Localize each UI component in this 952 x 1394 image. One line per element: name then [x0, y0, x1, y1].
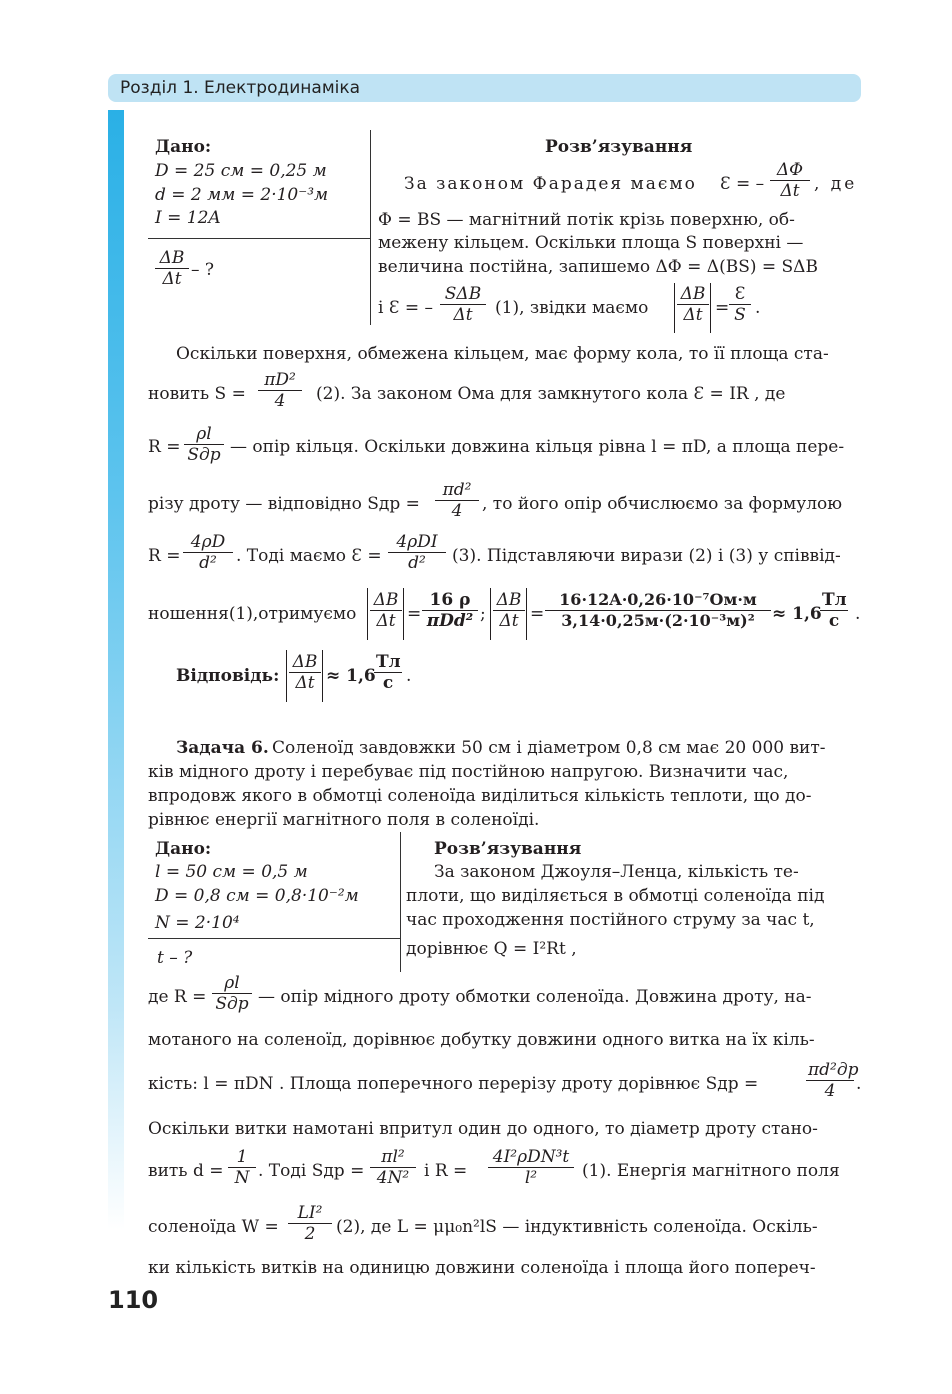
formula-fraction: Тл с	[822, 590, 847, 631]
solution-text: плоти, що виділяється в обмотці соленоїда під	[406, 886, 825, 906]
page-number: 110	[108, 1286, 159, 1314]
table-divider	[370, 130, 371, 325]
abs-bar	[710, 283, 711, 333]
body-text: , то його опір обчислюємо за формулою	[482, 494, 843, 514]
sidebar-stripe	[108, 110, 124, 1230]
body-text: . Тоді маємо Ɛ =	[236, 546, 382, 566]
given-divider	[148, 938, 400, 939]
body-text: Соленоїд завдовжки 50 см і діаметром 0,8 см має 20 000 вит-	[272, 738, 826, 758]
body-text: — опір мідного дроту обмотки соленоїда. Довжина дроту, на-	[258, 987, 812, 1007]
body-text: мотаного на соленоїд, дорівнює добутку довжини одного витка на їх кіль-	[148, 1030, 815, 1050]
formula-text: .	[855, 604, 861, 624]
solution-text: час проходження постійного струму за час t,	[406, 910, 815, 930]
abs-bar	[286, 650, 287, 702]
answer-fraction: Тл с	[376, 652, 401, 693]
solution-title: Розв’язування	[545, 137, 693, 157]
formula-text: кість: l = πDN . Площа поперечного перерізу дроту дорівнює Sдр =	[148, 1074, 759, 1094]
abs-bar	[367, 588, 368, 640]
formula-fraction: $\frac{\Delta\Phi}{\Delta t}$	[770, 160, 810, 201]
formula-fraction: $\frac{Ɛ}{S}$	[729, 284, 751, 325]
find-question: – ?	[191, 260, 215, 280]
solution-text: дорівнює Q = I²Rt ,	[406, 939, 577, 959]
formula-fraction: ρl Sдр	[212, 973, 252, 1014]
formula-text: .	[406, 666, 412, 686]
abs-bar	[526, 588, 527, 640]
given-line: d = 2 мм = 2·10⁻³м	[155, 185, 329, 205]
formula-text: різу дроту — відповідно Sдр =	[148, 494, 420, 514]
formula-fraction: ρl Sдр	[184, 424, 224, 465]
answer-label: Відповідь:	[176, 666, 280, 686]
answer-fraction: $\frac{\Delta B}{\Delta t}$	[289, 652, 321, 693]
formula-fraction: 16·12A·0,26·10⁻⁷Ом·м 3,14·0,25м·(2·10⁻³м)²	[545, 590, 771, 631]
solution-text: межену кільцем. Оскільки площа S поверхні —	[378, 233, 804, 253]
given-title: Дано:	[155, 839, 212, 859]
formula-text: ;	[480, 604, 486, 624]
body-text: ношення(1),отримуємо	[148, 604, 357, 624]
solution-text: За законом Фарадея маємо	[404, 174, 697, 194]
solution-title: Розв’язування	[434, 839, 582, 859]
problem-title: Задача 6.	[176, 738, 269, 758]
body-text: ків мідного дроту і перебуває під постійною напругою. Визначити час,	[148, 762, 789, 782]
body-text: (2), де L = μμ₀n²lS — індуктивність соленоїда. Оскіль-	[336, 1217, 818, 1237]
section-title: Розділ 1. Електродинаміка	[120, 78, 361, 98]
solution-text: За законом Джоуля–Ленца, кількість те-	[434, 862, 799, 882]
given-divider	[148, 238, 370, 239]
formula-fraction: $\frac{\text{LI²}}{2}$	[288, 1203, 332, 1244]
body-text: (1). Енергія магнітного поля	[582, 1161, 840, 1181]
formula-fraction: πd²др 4	[808, 1060, 859, 1101]
body-text: (3). Підставляючи вирази (2) і (3) у співвід-	[452, 546, 841, 566]
formula-text: Ɛ = –	[720, 174, 765, 194]
formula-text: соленоїда W =	[148, 1217, 279, 1237]
formula-text: =	[715, 298, 730, 318]
formula-fraction: 4I²ρDN³t l²	[488, 1147, 574, 1188]
abs-bar	[322, 650, 323, 702]
section-header	[108, 74, 861, 102]
given-line: N = 2·10⁴	[155, 913, 240, 933]
given-title: Дано:	[155, 137, 212, 157]
given-line: l = 50 см = 0,5 м	[155, 862, 308, 882]
formula-fraction: $\frac{\text{πd²}}{4}$	[435, 480, 479, 521]
formula-text: вить d =	[148, 1161, 224, 1181]
formula-text: новить S =	[148, 384, 246, 404]
formula-text: ≈ 1,6	[772, 604, 822, 624]
formula-fraction: $\frac{\text{πD²}}{4}$	[258, 370, 302, 411]
solution-text: Φ = BS — магнітний потік крізь поверхню, об-	[378, 210, 795, 230]
formula-fraction: 4ρDI d²	[388, 532, 446, 573]
solution-text: , де	[814, 174, 858, 194]
formula-fraction: 16 ρ πDd²	[422, 590, 478, 631]
formula-fraction: SΔB Δt	[440, 284, 486, 325]
formula-text: і Ɛ = –	[378, 298, 433, 318]
formula-fraction: $\frac{\Delta B}{\Delta t}$	[677, 284, 709, 325]
formula-text: R =	[148, 546, 181, 566]
body-text: — опір кільця. Оскільки довжина кільця рівна l = πD, а площа пере-	[230, 437, 845, 457]
given-line: D = 0,8 см = 0,8·10⁻²м	[155, 886, 359, 906]
given-line: I = 12A	[155, 208, 221, 228]
formula-fraction: $\frac{1}{N}$	[228, 1147, 256, 1188]
formula-text: .	[755, 298, 761, 318]
body-text: Оскільки витки намотані впритул один до одного, то діаметр дроту стано-	[148, 1119, 818, 1139]
answer-value: ≈ 1,6	[326, 666, 376, 686]
abs-bar	[674, 283, 675, 333]
formula-text: і R =	[424, 1161, 468, 1181]
formula-fraction: $\frac{\text{πl²}}{\text{4N²}}$	[370, 1147, 416, 1188]
body-text: (2). За законом Ома для замкнутого кола Ɛ = IR , де	[316, 384, 786, 404]
body-text: впродовж якого в обмотці соленоїда виділиться кількість теплоти, що до-	[148, 786, 812, 806]
body-text: Оскільки поверхня, обмежена кільцем, має форму кола, то її площа ста-	[176, 344, 829, 364]
solution-text: (1), звідки маємо	[495, 298, 649, 318]
find-question: t – ?	[157, 948, 193, 968]
formula-text: . Тоді Sдр =	[258, 1161, 365, 1181]
body-text: ки кількість витків на одиницю довжини соленоїда і площа його попереч-	[148, 1258, 816, 1278]
abs-bar	[403, 588, 404, 640]
formula-fraction: $\frac{4\rho D}{\text{d²}}$	[183, 532, 233, 573]
find-fraction: $\frac{\Delta B}{\Delta t}$	[155, 248, 189, 289]
abs-bar	[490, 588, 491, 640]
formula-text: R =	[148, 437, 181, 457]
given-line: D = 25 см = 0,25 м	[155, 161, 327, 181]
formula-text: =	[407, 604, 422, 624]
formula-fraction: $\frac{\Delta B}{\Delta t}$	[370, 590, 402, 631]
formula-text: =	[530, 604, 545, 624]
solution-text: величина постійна, запишемо ΔΦ = Δ(BS) = SΔB	[378, 257, 818, 277]
formula-text: .	[856, 1074, 862, 1094]
formula-fraction: $\frac{\Delta B}{\Delta t}$	[493, 590, 525, 631]
body-text: рівнює енергії магнітного поля в соленоїді.	[148, 810, 540, 830]
formula-text: де R =	[148, 987, 207, 1007]
table-divider	[400, 832, 401, 972]
